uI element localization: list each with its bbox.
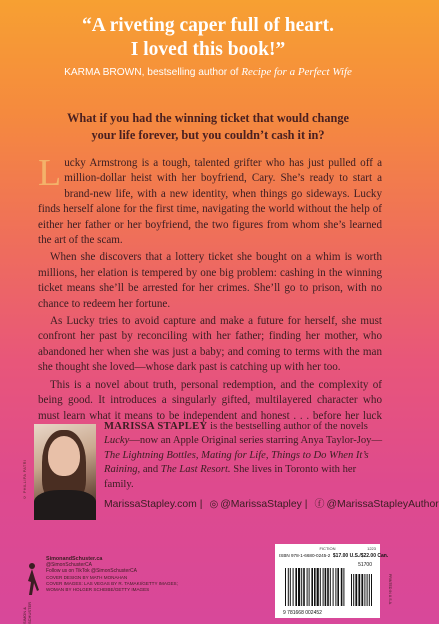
hook-line-1: What if you had the winning ticket that would change — [67, 111, 349, 125]
barcode-code: 1223 — [367, 546, 376, 551]
barcode-number: 9 781668 002452 — [283, 610, 322, 616]
cover-images-credit: COVER IMAGES: LAS VEGAS BY R. TAMAKI/GETTY IMAGES; — [46, 580, 178, 586]
instagram-icon: ◎ — [209, 499, 219, 510]
cover-design-credit: COVER DESIGN BY MATH MONAHAN — [46, 574, 128, 580]
hook-question — [40, 110, 376, 144]
bio-title-lucky: Lucky — [104, 435, 130, 447]
barcode-supplement: 51700 — [358, 562, 372, 568]
barcode-panel — [275, 544, 392, 618]
author-website-link[interactable]: MarissaStapley.com — [104, 499, 197, 510]
isbn-price — [279, 553, 389, 559]
quote-attribution — [0, 66, 416, 78]
facebook-icon: ⓕ — [314, 499, 325, 510]
back-cover-footer — [0, 530, 416, 624]
barcode-image — [281, 560, 377, 616]
isbn-number: ISBN 978-1-6680-0245-2 — [279, 553, 331, 558]
synopsis-paragraph-2: When she discovers that a lottery ticket she bought on a whim is worth millions, her elation is tempered by one big problem: cashing in the winning ticket means she’ll be arrested for her crimes. She’ll go to prison, with no chance to redeem her fortune. — [38, 251, 382, 310]
author-facebook-link[interactable]: @MarissaStapleyAuthor — [326, 499, 439, 510]
author-photo — [34, 424, 96, 514]
hook-line-2: your life forever, but you couldn’t cash it in? — [91, 128, 325, 142]
publisher-social[interactable]: @SimonSchusterCA — [46, 562, 92, 569]
bio-text-2: —now an Apple Original series starring Anya Taylor-Joy— — [129, 435, 383, 447]
synopsis-paragraph-1-text: ucky Armstrong is a tough, talented grifter who has just pulled off a million-dollar heist with her boyfriend, Cary. She’s ready to start a brand-new life, with a new identity, when things go sideways. Lucky finds herself alone for the first time, navigating the world without the help of either her father or her boyfriend, the two figures from whom she’s learned the art of the scam. — [38, 157, 382, 247]
bio-text-1: is the bestselling author of the novels — [207, 421, 368, 432]
separator: | — [199, 499, 203, 510]
made-in-label: PRINTED IN U.S.A. — [388, 574, 392, 605]
synopsis — [38, 152, 382, 441]
pull-quote-line-2: I loved this book!” — [130, 39, 286, 60]
bio-text-3: and — [140, 464, 161, 476]
pull-quote — [0, 14, 416, 62]
bio-titles-list: The Lightning Bottles, Mating for Life, Things to Do When It’s Raining, — [104, 449, 369, 476]
pull-quote-line-1: “A riveting caper full of heart. — [81, 15, 334, 36]
price: $17.00 U.S./$22.00 Can. — [332, 553, 389, 559]
publisher-website[interactable]: SimonandSchuster.ca — [46, 556, 103, 562]
separator: | — [304, 499, 308, 510]
publisher-credits — [46, 556, 226, 593]
synopsis-paragraph-3: As Lucky tries to avoid capture and make a future for herself, she must confront her past by reconciling with her father; finding her mother, who abandoned her when she was just a baby; and coming to terms with the man she thought she loved—whose dark past is catching up with her too. — [38, 315, 382, 374]
author-instagram-link[interactable]: @MarissaStapley — [220, 499, 302, 510]
photo-credit: © PHILLIPA PATRI — [22, 459, 27, 500]
bio-title-last-resort: The Last Resort. — [160, 464, 231, 476]
genre-label: FICTION — [319, 546, 336, 551]
attribution-name: KARMA BROWN, bestselling author of — [64, 67, 242, 78]
author-socials — [104, 495, 439, 510]
synopsis-paragraph-1 — [38, 152, 382, 248]
author-bio — [104, 420, 384, 492]
author-name: MARISSA STAPLEY — [104, 421, 208, 432]
publisher-tiktok[interactable]: Follow us on TikTok @SimonSchusterCA — [46, 568, 137, 575]
attribution-book-title: Recipe for a Perfect Wife — [241, 66, 352, 78]
publisher-imprint: SIMON & SCHUSTER — [22, 601, 32, 624]
bio-text-4: She lives in Toronto with her family. — [104, 464, 357, 490]
cover-images-credit-2: WOMAN BY HOLGER SCHEIBE/GETTY IMAGES — [46, 587, 150, 593]
synopsis-paragraph-4: This is a novel about truth, personal redemption, and the complexity of being good. It introduces a singularly gifted, multilayered character who must learn what it means to be independent and honest . . . before her luck — [38, 378, 382, 422]
drop-cap: L — [38, 152, 62, 194]
